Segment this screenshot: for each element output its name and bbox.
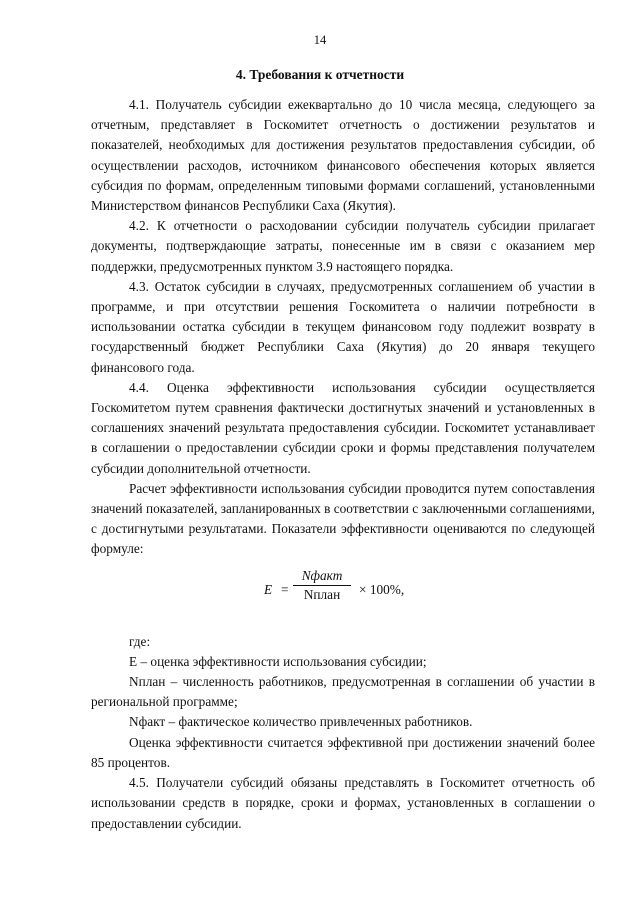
definition-e: E – оценка эффективности использования субсидии; [129,653,427,669]
page-number: 14 [313,33,327,47]
definition-nplan: Nплан – численность работников, предусмотренная в соглашении об участии в региональной программе; [91,674,595,710]
definition-nfact: Nфакт – фактическое количество привлеченных работников. [129,714,473,730]
formula-equals: = [281,581,289,597]
formula-lhs: E [264,581,273,597]
formula-denominator: Nплан [303,586,341,602]
formula-numerator: Nфакт [293,568,351,586]
formula-fraction [293,568,351,604]
efficiency-formula [91,566,595,624]
section-body [91,95,595,834]
paragraph-where: где: [129,633,151,649]
paragraph-4-2: 4.2. К отчетности о расходовании субсидии получатель субсидии прилагает документы, подтверждающие затраты, понесенные им в связи с оказанием мер поддержки, предусмотренных пунктом 3.9 настоящего порядка. [91,218,595,274]
paragraph-calculation: Расчет эффективности использования субсидии проводится путем сопоставления значений показателей, запланированных в соответствии с заключенными соглашениями, с достигнутыми результатами. Показатели эффективности оцениваются по следующей формуле: [91,480,595,557]
formula-multiplier: × 100%, [359,581,405,597]
paragraph-4-3: 4.3. Остаток субсидии в случаях, предусмотренных соглашением об участии в программе, и при отсутствии решения Госкомитета о наличии потребности в использовании остатка субсидии в текущем финансовом году подлежит возврату в государственный бюджет Республики Саха (Якутия) до 20 января текущего финансового года. [91,278,595,375]
section-heading: 4. Требования к отчетности [235,67,405,82]
paragraph-threshold: Оценка эффективности считается эффективной при достижении значений более 85 процентов. [91,734,595,770]
paragraph-4-4: 4.4. Оценка эффективности использования субсидии осуществляется Госкомитетом путем сравнения фактически достигнутых значений и установленных в соглашениях значений результата предоставления субсидии. Госкомитет устанавливает в соглашении о предоставлении субсидии сроки и формы представления получателем субсидии дополнительной отчетности. [91,379,595,476]
paragraph-4-5: 4.5. Получатели субсидий обязаны представлять в Госкомитет отчетность об использовании средств в порядке, сроки и формах, установленных в соглашении о предоставлении субсидии. [91,775,595,831]
paragraph-4-1: 4.1. Получатель субсидии ежеквартально до 10 числа месяца, следующего за отчетным, представляет в Госкомитет отчетность о достижении результатов и показателей, необходимых для достижения результатов предоставления субсидии, об осуществлении расходов, источником финансового обеспечения которых является субсидия по формам, определенным типовыми формами соглашений, установленными Министерством финансов Республики Саха (Якутия). [91,97,595,214]
